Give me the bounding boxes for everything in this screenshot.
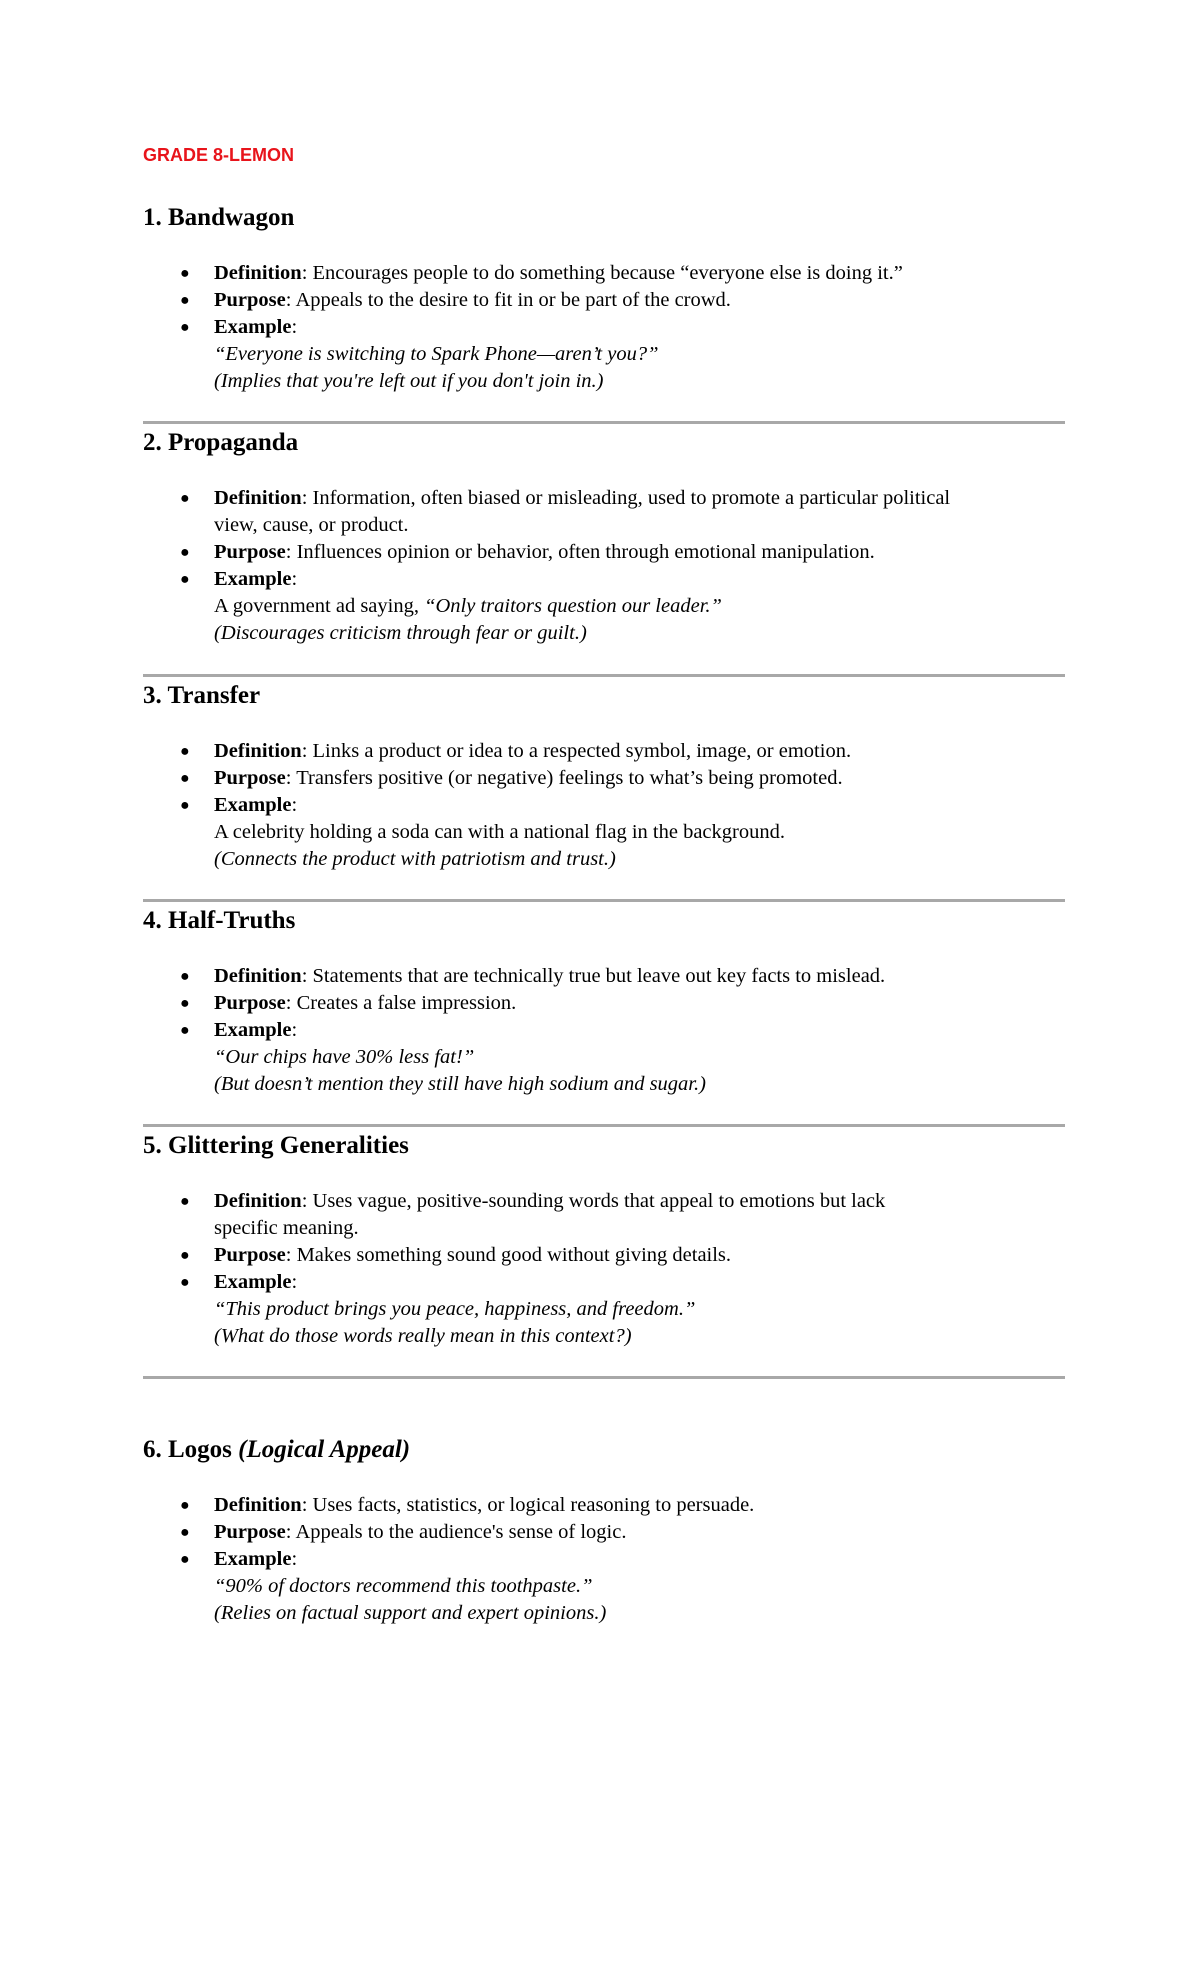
bullet-icon: ● [180,770,190,787]
section-propaganda [143,428,1065,644]
purpose-text: : Creates a false impression. [285,992,517,1014]
bullet-icon: ● [180,1022,190,1039]
example-colon: : [291,316,298,338]
example-colon: : [291,794,298,816]
example-quote: “Only traitors question our leader.” [424,595,722,617]
purpose-item [143,287,1065,314]
definition-text: : Links a product or idea to a respected symbol, image, or emotion. [301,740,852,762]
purpose-text: : Transfers positive (or negative) feelings to what’s being promoted. [285,767,843,789]
section-logos [143,1435,1065,1624]
example-item [143,1546,1065,1627]
example-colon: : [291,1019,298,1041]
example-item [143,1269,1065,1350]
section-title: 1. Bandwagon [143,204,295,231]
bullet-icon: ● [180,1274,190,1291]
definition-item [143,1188,1065,1242]
definition-text: : Uses facts, statistics, or logical reasoning to persuade. [301,1494,755,1516]
example-prefix: A government ad saying, [214,595,425,617]
definition-item [143,963,1065,990]
purpose-item [143,539,1065,566]
section-list [143,260,1065,395]
example-item [143,566,1065,647]
definition-text: : Information, often biased or misleading, used to promote a particular political [301,487,951,509]
bullet-icon: ● [180,265,190,282]
purpose-item [143,990,1065,1017]
definition-label: Definition [214,1190,302,1212]
purpose-text: : Appeals to the audience's sense of logic. [285,1521,627,1543]
definition-label: Definition [214,965,302,987]
example-colon: : [291,568,298,590]
bullet-icon: ● [180,968,190,985]
section-title: 4. Half-Truths [143,907,296,934]
section-list [143,485,1065,647]
example-note: (Connects the product with patriotism and trust.) [214,848,616,870]
section-divider [143,674,1065,677]
bullet-icon: ● [180,1193,190,1210]
section-list [143,1492,1065,1627]
bullet-icon: ● [180,571,190,588]
bullet-icon: ● [180,1551,190,1568]
definition-item [143,738,1065,765]
bullet-icon: ● [180,995,190,1012]
bullet-icon: ● [180,292,190,309]
section-divider [143,1376,1065,1379]
purpose-label: Purpose [214,1521,286,1543]
section-list [143,963,1065,1098]
definition-text-cont: view, cause, or product. [214,514,409,536]
definition-label: Definition [214,740,302,762]
section-half-truths [143,906,1065,1095]
example-item [143,314,1065,395]
bullet-icon: ● [180,319,190,336]
section-bandwagon [143,203,1065,392]
section-title-italic: (Logical Appeal) [238,1436,411,1463]
example-quote: “This product brings you peace, happiness, and freedom.” [214,1298,696,1320]
example-colon: : [291,1271,298,1293]
example-note: (Implies that you're left out if you don't join in.) [214,370,604,392]
example-label: Example [214,1548,292,1570]
example-quote: “Our chips have 30% less fat!” [214,1046,475,1068]
grade-heading: GRADE 8-LEMON [143,145,295,165]
definition-label: Definition [214,487,302,509]
definition-item [143,1492,1065,1519]
purpose-label: Purpose [214,541,286,563]
purpose-label: Purpose [214,289,286,311]
section-glittering-generalities [143,1131,1065,1347]
definition-text: : Statements that are technically true but leave out key facts to mislead. [301,965,886,987]
purpose-text: : Influences opinion or behavior, often through emotional manipulation. [285,541,875,563]
bullet-icon: ● [180,544,190,561]
purpose-label: Purpose [214,767,286,789]
section-title: 5. Glittering Generalities [143,1132,409,1159]
example-quote: “90% of doctors recommend this toothpaste.” [214,1575,593,1597]
example-note: (What do those words really mean in this context?) [214,1325,632,1347]
example-note: (Discourages criticism through fear or guilt.) [214,622,587,644]
definition-text: : Uses vague, positive-sounding words that appeal to emotions but lack [301,1190,886,1212]
purpose-text: : Appeals to the desire to fit in or be part of the crowd. [285,289,731,311]
bullet-icon: ● [180,1247,190,1264]
example-line [214,593,1065,620]
example-note: (Relies on factual support and expert opinions.) [214,1602,607,1624]
section-list [143,1188,1065,1350]
section-title: 2. Propaganda [143,429,299,456]
definition-label: Definition [214,1494,302,1516]
example-label: Example [214,1019,292,1041]
definition-label: Definition [214,262,302,284]
bullet-icon: ● [180,490,190,507]
section-divider [143,899,1065,902]
section-divider [143,421,1065,424]
example-note: (But doesn’t mention they still have high sodium and sugar.) [214,1073,706,1095]
bullet-icon: ● [180,1497,190,1514]
section-list [143,738,1065,873]
example-colon: : [291,1548,298,1570]
purpose-item [143,765,1065,792]
bullet-icon: ● [180,1524,190,1541]
section-divider [143,1124,1065,1127]
definition-text: : Encourages people to do something because “everyone else is doing it.” [301,262,903,284]
bullet-icon: ● [180,797,190,814]
purpose-text: : Makes something sound good without giving details. [285,1244,732,1266]
bullet-icon: ● [180,743,190,760]
purpose-item [143,1242,1065,1269]
purpose-item [143,1519,1065,1546]
example-label: Example [214,1271,292,1293]
example-text: A celebrity holding a soda can with a national flag in the background. [214,821,785,843]
purpose-label: Purpose [214,992,286,1014]
example-item [143,792,1065,873]
example-label: Example [214,316,292,338]
example-label: Example [214,794,292,816]
definition-item [143,485,1065,539]
section-title: 3. Transfer [143,682,261,709]
definition-item [143,260,1065,287]
example-label: Example [214,568,292,590]
purpose-label: Purpose [214,1244,286,1266]
section-title [143,1435,1065,1465]
section-title-main: 6. Logos [143,1436,239,1463]
section-transfer [143,681,1065,870]
definition-text-cont: specific meaning. [214,1217,359,1239]
example-quote: “Everyone is switching to Spark Phone—aren’t you?” [214,343,659,365]
example-item [143,1017,1065,1098]
